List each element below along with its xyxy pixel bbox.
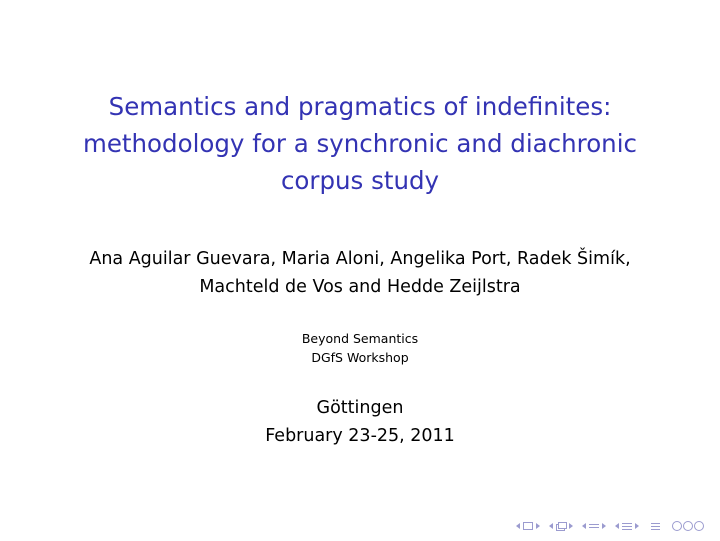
- search-loop-icon[interactable]: [672, 521, 704, 531]
- event-info: [0, 329, 720, 367]
- author-line-1: Ana Aguilar Guevara, Maria Aloni, Angelika Port, Radek Šimík,: [89, 249, 631, 269]
- presentation-title: [0, 88, 720, 199]
- subsection-next-arrow-icon[interactable]: [569, 523, 573, 529]
- section-nav-icon: [589, 522, 599, 530]
- subsection-nav[interactable]: [549, 522, 573, 530]
- frame-nav[interactable]: [516, 522, 540, 530]
- beamer-navigation-bar: [516, 519, 704, 533]
- title-line-3: corpus study: [280, 166, 440, 195]
- frame-next-arrow-icon[interactable]: [536, 523, 540, 529]
- frame-nav-icon: [523, 522, 533, 530]
- section-next-arrow-icon[interactable]: [602, 523, 606, 529]
- back-loop-icon[interactable]: [672, 521, 682, 531]
- author-line-2: Machteld de Vos and Hedde Zeijlstra: [199, 277, 521, 297]
- frame-prev-arrow-icon[interactable]: [516, 523, 520, 529]
- event-name: Beyond Semantics: [301, 331, 419, 346]
- forward-loop-icon[interactable]: [683, 521, 693, 531]
- event-subtitle: DGfS Workshop: [311, 350, 409, 365]
- document-nav[interactable]: [615, 522, 639, 530]
- subsection-prev-arrow-icon[interactable]: [549, 523, 553, 529]
- document-prev-arrow-icon[interactable]: [615, 523, 619, 529]
- align-icon[interactable]: [651, 522, 660, 530]
- find-icon[interactable]: [694, 521, 704, 531]
- subsection-nav-icon: [556, 522, 566, 530]
- event-date: February 23-25, 2011: [265, 426, 455, 446]
- document-next-arrow-icon[interactable]: [635, 523, 639, 529]
- document-nav-icon: [622, 522, 632, 530]
- section-nav[interactable]: [582, 522, 606, 530]
- title-line-2: methodology for a synchronic and diachronic: [82, 129, 637, 158]
- author-list: [0, 245, 720, 301]
- event-place: Göttingen: [316, 398, 404, 418]
- place-and-date: [0, 394, 720, 450]
- title-line-1: Semantics and pragmatics of indefinites:: [108, 92, 612, 121]
- section-prev-arrow-icon[interactable]: [582, 523, 586, 529]
